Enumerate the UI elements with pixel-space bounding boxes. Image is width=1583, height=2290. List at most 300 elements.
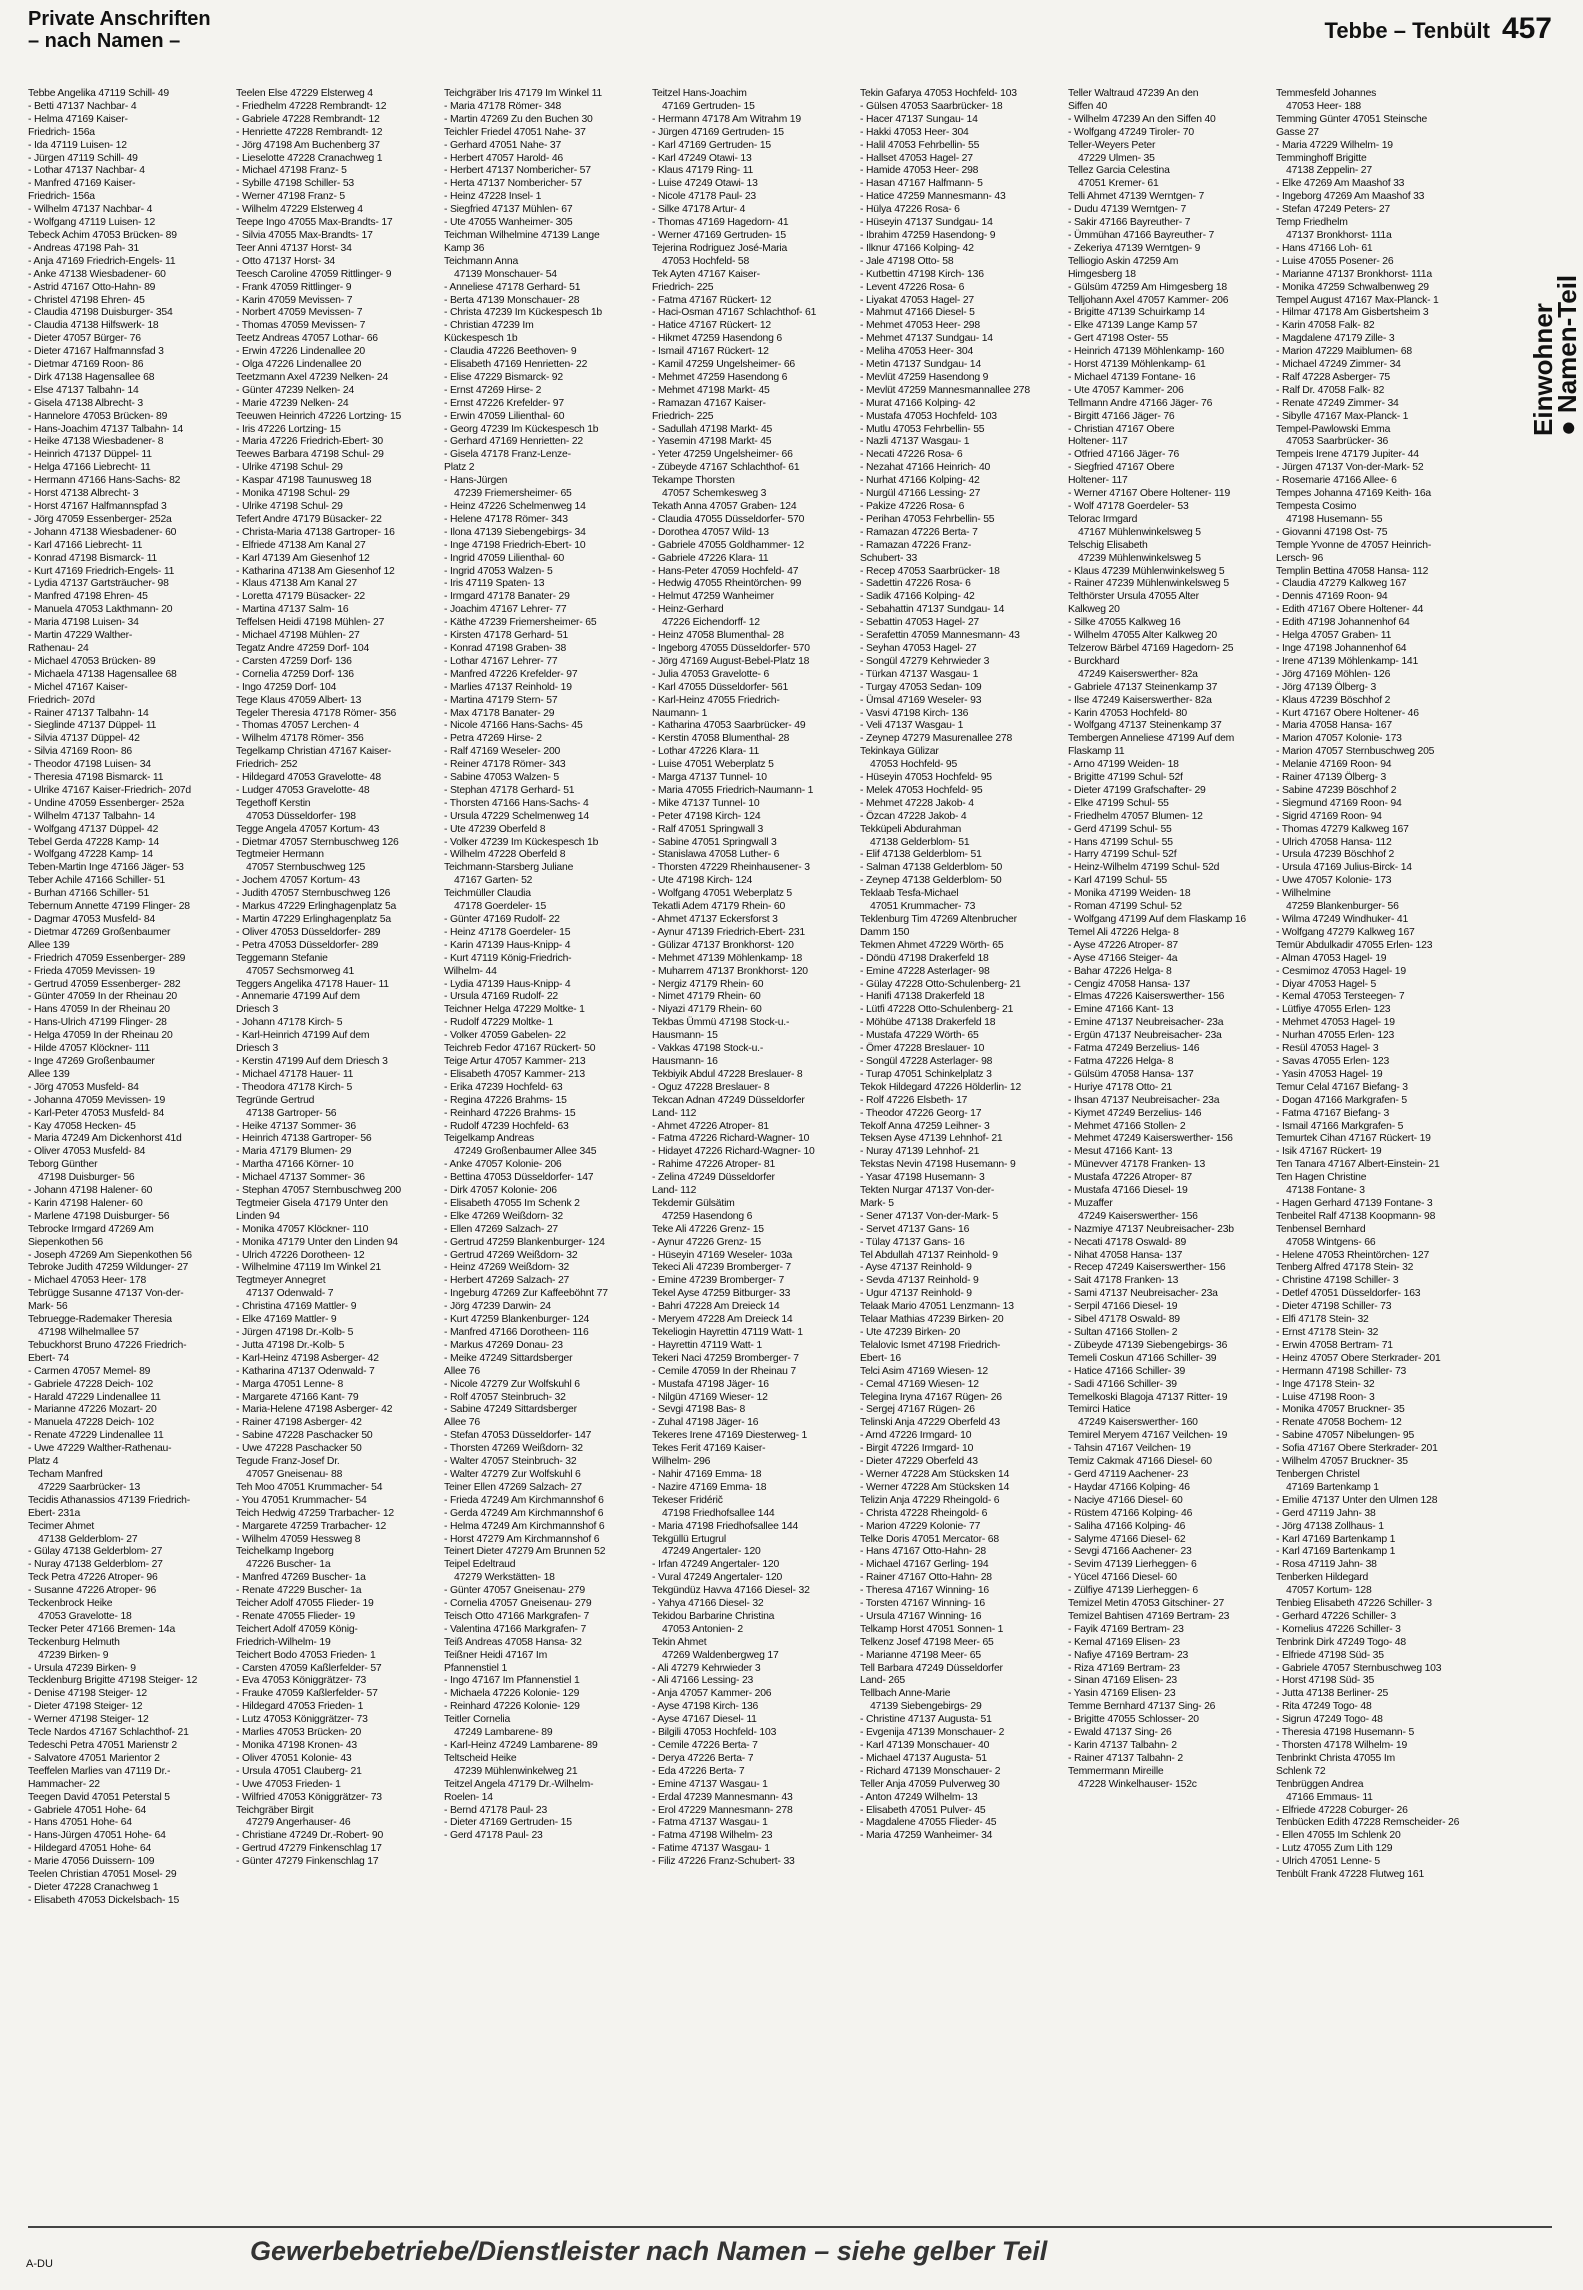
directory-entry: Holtener- 117 [1068,475,1128,487]
directory-entry: - Nafiye 47169 Bertram- 23 [1068,1649,1189,1661]
directory-entry: - Wilhelmine 47119 Im Winkel 21 [236,1262,381,1274]
directory-entry: - Klaus 47179 Ring- 11 [652,165,754,177]
directory-entry: - Ömer 47228 Breslauer- 10 [860,1043,985,1055]
directory-entry: - Michaela 47226 Kolonie- 129 [444,1688,580,1700]
directory-entry: - Cornelia 47057 Gneisenau- 279 [444,1598,592,1610]
directory-entry: - Maria 47198 Luisen- 34 [28,617,139,629]
directory-entry: Tekath Anna 47057 Graben- 124 [652,501,797,512]
directory-entry: - Eva 47053 Königgrätzer- 73 [236,1675,367,1687]
directory-entry: Tempeis Irene 47179 Jupiter- 44 [1276,449,1419,461]
directory-entry: - Ulrike 47198 Schul- 29 [236,462,343,474]
directory-entry: Tekküpeli Abdurahman [860,823,962,835]
directory-entry: - Stephan 47057 Sternbuschweg 200 [236,1185,401,1197]
directory-entry: - Michael 47053 Heer- 178 [28,1275,147,1287]
directory-entry: - Hildegard 47051 Hohe- 64 [28,1843,152,1855]
directory-entry: Tenbergen Christel [1276,1468,1360,1480]
directory-entry: - Mehmet 47228 Jakob- 4 [860,797,974,809]
directory-entry: Tekeci Ali 47239 Bromberger- 7 [652,1262,791,1274]
directory-entry: - Eda 47226 Berta- 7 [652,1765,745,1777]
directory-entry: - Sadullah 47198 Markt- 45 [652,423,773,435]
directory-entry: - Songül 47279 Kehrwieder 3 [860,655,990,667]
directory-entry: - Maria-Helene 47198 Asberger- 42 [236,1404,393,1416]
directory-entry: - Hanifi 47138 Drakerfeld 18 [860,991,985,1003]
directory-entry: - Erol 47229 Mannesmann- 278 [652,1804,793,1816]
directory-entry: - Nicole 47178 Paul- 23 [652,191,756,203]
directory-entry: - Betti 47137 Nachbar- 4 [28,100,137,112]
directory-entry: Teller Anja 47059 Pulverweg 30 [860,1778,1000,1790]
directory-entry: - Erika 47239 Hochfeld- 63 [444,1081,563,1093]
directory-entry: Tempesta Cosimo [1276,501,1357,512]
directory-entry: - Tahsin 47167 Veilchen- 19 [1068,1443,1191,1455]
directory-entry: Tekmen Ahmet 47229 Wörth- 65 [860,939,1004,951]
directory-entry: - Dieter 47199 Grafschafter- 29 [1068,784,1206,796]
directory-entry: - Emilie 47137 Unter den Ulmen 128 [1276,1494,1438,1506]
directory-entry: Teck Petra 47226 Atroper- 96 [28,1572,158,1584]
directory-entry: Tembergen Anneliese 47199 Auf dem [1068,733,1235,745]
directory-entry: Tecidis Athanassios 47139 Friedrich- [28,1494,191,1506]
directory-entry: Teegen David 47051 Peterstal 5 [28,1791,170,1803]
directory-entry: - Stefan 47053 Düsseldorfer- 147 [444,1430,592,1442]
directory-entry: - Sait 47178 Franken- 13 [1068,1275,1179,1287]
directory-entry: Tekeliogin Hayrettin 47119 Watt- 1 [652,1327,803,1338]
directory-entry: - Nimet 47179 Rhein- 60 [652,991,761,1003]
directory-entry: Tejerina Rodriguez José-Maria [652,242,788,254]
directory-entry: - Martina 47179 Stern- 57 [444,694,558,706]
directory-entry: - Werner 47167 Obere Holtener- 119 [1068,488,1231,500]
directory-entry: - Fatma 47198 Wilhelm- 23 [652,1830,773,1842]
directory-entry: 47269 Waldenbergweg 17 [662,1649,779,1661]
directory-entry: - Klaus 47138 Am Kanal 27 [236,578,357,590]
directory-entry: - Resül 47053 Hagel- 3 [1276,1043,1379,1055]
directory-entry: Temur Celal 47167 Biefang- 3 [1276,1081,1408,1093]
directory-entry: - Recep 47249 Kaiserswerther- 156 [1068,1262,1226,1274]
directory-entry: - Rainer 47137 Talbahn- 14 [28,707,149,719]
directory-entry: - Dogan 47166 Markgrafen- 5 [1276,1094,1407,1106]
directory-entry: - Liyakat 47053 Hagel- 27 [860,294,974,306]
directory-entry: - Rita 47249 Togo- 48 [1276,1701,1372,1713]
directory-entry: - Torsten 47167 Winning- 16 [860,1598,985,1610]
directory-entry: - Siegmund 47169 Roon- 94 [1276,797,1402,809]
directory-entry: Teichmann Anna [444,255,519,267]
directory-entry: - Rainer 47198 Asberger- 42 [236,1417,362,1429]
directory-entry: - Zülfiye 47139 Lierheggen- 6 [1068,1585,1198,1597]
directory-entry: - Ursula 47229 Schelmenweg 14 [444,810,589,822]
directory-entry: - Cornelia 47259 Dorf- 136 [236,668,354,680]
directory-entry: - Yasin 47169 Elisen- 23 [1068,1688,1176,1700]
directory-entry: - Henriette 47228 Rembrandt- 12 [236,126,383,138]
directory-entry: Temirel Meryem 47167 Veilchen- 19 [1068,1430,1228,1442]
directory-entry: - Melek 47053 Hochfeld- 95 [860,784,983,796]
directory-entry: 47139 Siebengebirgs- 29 [870,1701,982,1713]
directory-entry: Temizel Metin 47053 Gitschiner- 27 [1068,1598,1225,1610]
directory-entry: - Günter 47279 Finkenschlag 17 [236,1856,379,1868]
directory-entry: - Nahir 47169 Emma- 18 [652,1468,762,1480]
directory-entry: - Özcan 47228 Jakob- 4 [860,810,967,822]
directory-entry: - Stanislawa 47058 Luther- 6 [652,849,780,861]
directory-entry: - Monika 47198 Schul- 29 [236,488,350,500]
directory-entry: - Filiz 47226 Franz-Schubert- 33 [652,1856,795,1868]
directory-entry: - Bahar 47226 Helga- 8 [1068,965,1172,977]
directory-entry: - Irfan 47249 Angertaler- 120 [652,1559,780,1571]
directory-entry: - Gerhard 47169 Henrietten- 22 [444,436,583,448]
directory-entry: - Rainer 47139 Ölberg- 3 [1276,772,1387,784]
directory-entry: - Kemal 47169 Elisen- 23 [1068,1636,1180,1648]
directory-entry: - Muharrem 47137 Bronkhorst- 120 [652,965,808,977]
directory-entry: - Hasan 47167 Halfmann- 5 [860,178,983,190]
directory-entry: 47139 Monschauer- 54 [454,268,557,280]
directory-entry: - Cemal 47169 Wiesen- 12 [860,1378,979,1390]
directory-entry: - Wilhelm 47229 Elsterweg 4 [236,204,363,216]
directory-entry: - Hagen Gerhard 47139 Fontane- 3 [1276,1197,1433,1209]
directory-entry: - Elisabeth 47169 Henrietten- 22 [444,359,588,371]
directory-entry: 47239 Birken- 9 [38,1649,109,1661]
directory-entry: 47229 Ulmen- 35 [1078,152,1155,164]
directory-entry: - Theodor 47226 Georg- 17 [860,1107,982,1119]
directory-entry: - Martin 47229 Erlinghagenplatz 5a [236,914,391,925]
directory-entry: - Ernst 47269 Hirse- 2 [444,384,542,396]
directory-entry: - Irene 47139 Möhlenkamp- 141 [1276,655,1419,667]
directory-entry: - Katharina 47138 Am Giesenhof 12 [236,565,395,577]
directory-entry: - Magdalene 47055 Flieder- 45 [860,1817,997,1829]
directory-entry: - Friedhelm 47057 Blumen- 12 [1068,810,1203,822]
directory-entry: - Hamide 47053 Heer- 298 [860,165,979,177]
directory-entry: Tempes Johanna 47169 Keith- 16a [1276,488,1431,500]
directory-entry: Damm 150 [860,926,910,938]
directory-entry: 47178 Goerdeler- 15 [454,901,547,913]
directory-column-7 [1276,88,1476,2228]
directory-entry: - Sabine 47228 Paschacker 50 [236,1430,373,1442]
directory-entry: Temür Abdulkadir 47055 Erlen- 123 [1276,939,1433,951]
directory-entry: Tenbrink Dirk 47249 Togo- 48 [1276,1636,1406,1648]
directory-entry: - Kamil 47259 Ungelsheimer- 66 [652,359,796,371]
directory-entry: - Halil 47053 Fehrbellin- 55 [860,139,980,151]
directory-entry: - Werner 47198 Franz- 5 [236,191,345,203]
directory-entry: Teinert Dieter 47279 Am Brunnen 52 [444,1546,606,1558]
directory-entry: - Zeynep 47279 Masurenallee 278 [860,733,1013,745]
directory-entry: 47057 Sternbuschweg 125 [246,862,366,874]
directory-entry: - Wilma 47249 Windhuker- 41 [1276,914,1409,925]
directory-entry: - Michael 47178 Hauer- 11 [236,1068,354,1080]
directory-entry: - Karl 47199 Schul- 55 [1068,875,1167,887]
directory-entry: - Jörg 47138 Zollhaus- 1 [1276,1520,1384,1532]
directory-entry: Mark- 5 [860,1197,894,1209]
directory-entry: - Sabine 47053 Walzen- 5 [444,772,559,784]
directory-entry: - Lutz 47055 Zum Lith 129 [1276,1843,1393,1855]
directory-entry: - Hakki 47053 Heer- 304 [860,126,969,138]
directory-entry: - Ihsan 47137 Neubreisacher- 23a [1068,1094,1220,1106]
directory-entry: - Ute 47198 Kirch- 124 [652,875,753,887]
directory-entry: - Thorsten 47229 Rheinhausener- 3 [652,862,810,874]
directory-entry: - Elke 47169 Mattler- 9 [236,1314,337,1326]
directory-entry: - Pakize 47226 Rosa- 6 [860,501,965,512]
directory-entry: - Renate 47249 Zimmer- 34 [1276,397,1399,409]
directory-entry: - Elfriede 47138 Am Kanal 27 [236,539,366,551]
directory-entry: - Yücel 47166 Diesel- 60 [1068,1572,1177,1584]
directory-entry: - Nuray 47139 Lehnhof- 21 [860,1146,980,1158]
directory-entry: - Serpil 47166 Diesel- 19 [1068,1301,1178,1313]
directory-entry: Tegtmeier Hermann [236,849,324,861]
directory-entry: Tefert Andre 47179 Büsacker- 22 [236,513,382,525]
directory-entry: - Carsten 47259 Dorf- 136 [236,655,352,667]
directory-entry: - Renate 47229 Buscher- 1a [236,1585,362,1597]
directory-entry: - Ernst 47226 Krefelder- 97 [444,397,564,409]
directory-entry: - Katharina 47053 Saarbrücker- 49 [652,720,806,732]
directory-entry: - Sybille 47198 Schiller- 53 [236,178,354,190]
directory-entry: Tegtmeyer Annegret [236,1275,326,1287]
directory-entry: - Thorsten 47178 Wilhelm- 19 [1276,1740,1408,1751]
directory-entry: Teelen Else 47229 Elsterweg 4 [236,88,373,99]
directory-entry: - Ahmet 47226 Atroper- 81 [652,1120,769,1132]
directory-entry: - Katharina 47137 Odenwald- 7 [236,1365,375,1377]
directory-entry: - Mevlüt 47259 Hasendong 9 [860,371,989,383]
directory-entry: Tegeler Theresia 47178 Römer- 356 [236,707,397,719]
directory-entry: - Wolfgang 47137 Steinenkamp 37 [1068,720,1222,732]
directory-entry: Teggers Angelika 47178 Hauer- 11 [236,978,389,990]
directory-entry: - Wilhelm 47228 Oberfeld 8 [444,849,566,861]
directory-entry: - Fatma 47167 Rückert- 12 [652,294,772,306]
directory-entry: - Helga 47057 Graben- 11 [1276,630,1392,642]
directory-entry: - Ellen 47055 Im Schlenk 20 [1276,1830,1401,1842]
directory-entry: - Gabriele 47057 Sternbuschweg 103 [1276,1662,1442,1674]
directory-entry: Teisch Otto 47166 Markgrafen- 7 [444,1610,590,1622]
directory-entry: - Max 47178 Banater- 29 [444,707,555,719]
directory-entry: - Gülsüm 47058 Hansa- 137 [1068,1068,1194,1080]
directory-entry: - Horst 47167 Halfmannspfad 3 [28,501,167,512]
directory-entry: - Rolf 47226 Elsbeth- 17 [860,1094,968,1106]
directory-entry: - Gisela 47178 Franz-Lenze- [444,449,571,461]
directory-entry: Temminghoff Brigitte [1276,152,1367,164]
directory-entry: - Dieter 47169 Gertruden- 15 [444,1817,572,1829]
directory-entry: 47051 Kremer- 61 [1078,178,1159,190]
directory-entry: - Theresia 47198 Husemann- 5 [1276,1727,1415,1739]
directory-entry: - Wilhelm 47178 Römer- 356 [236,733,364,745]
directory-entry: 47138 Zeppelin- 27 [1286,165,1372,177]
directory-entry: - Iris 47119 Spaten- 13 [444,578,545,590]
directory-entry: - Mehmet 47053 Heer- 298 [860,320,980,332]
directory-entry: - Sadettin 47226 Rosa- 6 [860,578,971,590]
directory-entry: Tegründe Gertrud [236,1094,315,1106]
directory-entry: - Theodor 47198 Luisen- 34 [28,759,151,771]
directory-entry: - Meliha 47053 Heer- 304 [860,346,974,358]
page-header-left [28,8,211,52]
directory-entry: - Riza 47169 Bertram- 23 [1068,1662,1180,1674]
directory-entry: Tekampe Thorsten [652,475,735,487]
directory-entry: - Mehmet 47139 Möhlenkamp- 18 [652,952,803,964]
directory-entry: - Fatma 47137 Wasgau- 1 [652,1817,768,1829]
directory-entry: - Gülizar 47137 Bronkhorst- 120 [652,939,794,951]
directory-entry: - Ayse 47166 Steiger- 4a [1068,952,1178,964]
directory-entry: 47239 Mühlenwinkelweg 21 [454,1765,578,1777]
directory-entry: - Karl-Heinz 47198 Asberger- 42 [236,1352,379,1364]
directory-entry: Friedrich- 207d [28,694,95,706]
directory-entry: - Karl 47169 Bartenkamp 1 [1276,1546,1396,1558]
directory-entry: Teitler Cornelia [444,1714,511,1726]
directory-entry: - Theresia 47198 Bismarck- 11 [28,772,164,784]
directory-entry: Telke Doris 47051 Mercator- 68 [860,1533,999,1545]
directory-entry: - Maria 47229 Wilhelm- 19 [1276,139,1393,151]
directory-entry: - Karin 47059 Mevissen- 7 [236,294,353,306]
directory-entry: - Levent 47226 Rosa- 6 [860,281,965,293]
directory-entry: - Nilgün 47169 Wieser- 12 [652,1391,768,1403]
directory-entry: - Christa 47228 Rheingold- 6 [860,1507,988,1519]
directory-entry: - Wilhelmine [1276,888,1331,900]
directory-entry: - Richard 47139 Monschauer- 2 [860,1765,1001,1777]
directory-entry: - Silvia 47055 Max-Brandts- 17 [236,229,373,241]
directory-entry: Teipel Edeltraud [444,1559,516,1571]
directory-entry: Tekeri Naci 47259 Bromberger- 7 [652,1352,799,1364]
directory-entry: - Norbert 47059 Mevissen- 7 [236,307,363,319]
directory-entry: - Dieter 47057 Bürger- 76 [28,333,141,345]
directory-entry: - Jürgen 47119 Schill- 49 [28,152,138,164]
directory-entry: - Horst 47139 Möhlenkamp- 61 [1068,359,1206,371]
directory-entry: - Emine 47137 Neubreisacher- 23a [1068,1017,1224,1029]
directory-entry: Telkenz Josef 47198 Meer- 65 [860,1636,994,1648]
directory-entry: - Wolfgang 47249 Tiroler- 70 [1068,126,1194,138]
directory-entry: Teichert Adolf 47059 König- [236,1623,358,1635]
directory-entry: Telizin Anja 47229 Rheingold- 6 [860,1494,1000,1506]
directory-entry: Himgesberg 18 [1068,268,1136,280]
directory-entry: - Dagmar 47053 Musfeld- 84 [28,914,156,925]
directory-entry: 47239 Mühlenwinkelsweg 5 [1078,552,1201,564]
sidebar-line-1: Einwohner [1528,303,1558,436]
directory-entry: Tekgündüz Havva 47166 Diesel- 32 [652,1585,810,1597]
directory-entry: - Erwin 47226 Lindenallee 20 [236,346,365,358]
directory-entry: - Ulrike 47167 Kaiser-Friedrich- 207d [28,784,191,796]
directory-entry: - Elif 47138 Gelderblom- 51 [860,849,982,861]
directory-entry: - Meike 47249 Sittardsberger [444,1352,573,1364]
directory-entry: - Michael 47198 Franz- 5 [236,165,347,177]
directory-entry: - Julia 47053 Gravelotte- 6 [652,668,770,680]
directory-entry: Teicher Adolf 47055 Flieder- 19 [236,1598,374,1610]
directory-entry: Tegude Franz-Josef Dr. [236,1456,340,1468]
directory-entry: - Gabriele 47228 Deich- 102 [28,1378,154,1390]
directory-entry: - Hermann 47198 Schiller- 73 [1276,1365,1407,1377]
directory-entry: - Uwe 47229 Walther-Rathenau- [28,1443,172,1455]
directory-entry: 47053 Düsseldorfer- 198 [246,810,356,822]
directory-entry: - Martina 47137 Salm- 16 [236,604,349,616]
directory-entry: Teetzmann Axel 47239 Nelken- 24 [236,371,389,383]
directory-entry: 47279 Werkstätten- 18 [454,1572,555,1584]
directory-entry: - Tülay 47137 Gans- 16 [860,1236,965,1248]
directory-entry: - Kurt 47169 Friedrich-Engels- 11 [28,565,175,577]
directory-entry: - Ali 47166 Lessing- 23 [652,1675,754,1687]
directory-entry: - Mike 47137 Tunnel- 10 [652,797,760,809]
directory-entry: - Margarete 47259 Trarbacher- 12 [236,1520,387,1532]
directory-entry: - Bilgili 47053 Hochfeld- 103 [652,1727,777,1739]
directory-entry: - Heike 47138 Wiesbadener- 8 [28,436,164,448]
directory-entry: - Ilona 47139 Siebengebirgs- 34 [444,526,586,538]
directory-entry: - Claudia 47279 Kalkweg 167 [1276,578,1407,590]
directory-entry: - Claudia 47055 Düsseldorfer- 570 [652,513,805,525]
directory-entry: - Lydia 47139 Haus-Knipp- 4 [444,978,571,990]
directory-entry: - Lütfi 47228 Otto-Schulenberg- 21 [860,1004,1014,1016]
directory-entry: - Gerhard 47226 Schiller- 3 [1276,1610,1396,1622]
name-range: Tebbe – Tenbült [1324,18,1490,43]
directory-entry: - Christa-Maria 47138 Gartroper- 16 [236,526,395,538]
directory-entry: 47279 Angerhauser- 46 [246,1817,351,1829]
directory-entry: - Veli 47137 Wasgau- 1 [860,720,964,732]
directory-entry: - Emine 47137 Wasgau- 1 [652,1778,768,1790]
directory-entry: - Elisabeth 47053 Dickelsbach- 15 [28,1894,180,1906]
directory-entry: - Brigitte 47199 Schul- 52f [1068,772,1183,784]
directory-column-3 [444,88,644,2228]
directory-entry: Kamp 36 [444,242,485,254]
directory-entry: - Siegfried 47137 Mühlen- 67 [444,204,573,216]
directory-entry: - Mevlüt 47259 Mannesmannallee 278 [860,384,1030,396]
directory-entry: - Mehmet 47166 Stollen- 2 [1068,1120,1186,1132]
directory-entry: - Olga 47226 Lindenallee 20 [236,359,362,371]
directory-entry: - Hilmar 47178 Am Gisbertsheim 3 [1276,307,1429,319]
directory-entry: - Heinz-Wilhelm 47199 Schul- 52d [1068,862,1220,874]
directory-entry: - Elisabeth 47055 Im Schenk 2 [444,1197,580,1209]
directory-entry: - Gülsüm 47259 Am Himgesberg 18 [1068,281,1227,293]
directory-entry: Hausmann- 15 [652,1030,718,1042]
directory-entry: - Evgenija 47139 Monschauer- 2 [860,1727,1005,1739]
directory-entry: - Sevim 47139 Lierheggen- 6 [1068,1559,1197,1571]
directory-entry: Teichmann-Starsberg Juliane [444,862,574,874]
directory-entry: - Rainer 47239 Mühlenwinkelsweg 5 [1068,578,1229,590]
directory-entry: - Maria 47249 Am Dickenhorst 41d [28,1133,182,1145]
directory-entry: - Birgit 47226 Irmgard- 10 [860,1443,974,1455]
directory-entry: Tekdemir Gülsätim [652,1197,735,1209]
directory-entry: - Mustafa 47166 Diesel- 19 [1068,1185,1188,1197]
directory-entry: - Inge 47198 Friedrich-Ebert- 10 [444,539,586,551]
directory-entry: - Fatma 47226 Richard-Wagner- 10 [652,1133,810,1145]
directory-entry: - Werner 47198 Steiger- 12 [28,1714,149,1726]
directory-entry: - Christian 47239 Im [444,320,534,332]
directory-entry: - Haydar 47166 Kolping- 46 [1068,1481,1190,1493]
directory-entry: - Marion 47229 Maiblumen- 68 [1276,346,1412,358]
directory-entry: - Karl-Heinz 47249 Lambarene- 89 [444,1740,598,1751]
directory-entry: - Claudia 47138 Hilfswerk- 18 [28,320,159,332]
directory-entry: - Mustafa 47198 Jäger- 16 [652,1378,769,1390]
directory-entry: - Anja 47169 Friedrich-Engels- 11 [28,255,176,267]
directory-entry: Telinski Anja 47229 Oberfeld 43 [860,1417,1000,1429]
directory-entry: - Ursula 47239 Birken- 9 [28,1662,136,1674]
directory-entry: - Servet 47137 Gans- 16 [860,1223,970,1235]
directory-entry: Siffen 40 [1068,100,1108,112]
directory-entry: 47239 Friemersheimer- 65 [454,488,572,500]
directory-entry: - Friedhelm 47228 Rembrandt- 12 [236,100,387,112]
directory-entry: Teepe Ingo 47055 Max-Brandts- 17 [236,217,393,229]
directory-entry: Tekinkaya Gülizar [860,746,939,758]
directory-entry: Schlenk 72 [1276,1765,1326,1777]
directory-entry: - Rudolf 47239 Hochfeld- 63 [444,1120,569,1132]
directory-entry: Temp Friedhelm [1276,217,1348,229]
directory-entry: Tebuckhorst Bruno 47226 Friedrich- [28,1339,187,1351]
directory-entry: - Elke 47139 Lange Kamp 57 [1068,320,1198,332]
directory-entry: Teh Moo 47051 Krummacher- 54 [236,1481,383,1493]
directory-entry: - Gertrud 47059 Essenberger- 282 [28,978,181,990]
directory-entry: - Oliver 47051 Kolonie- 43 [236,1752,352,1764]
directory-entry: - Ralf Dr. 47058 Falk- 82 [1276,384,1385,396]
directory-entry: - Alman 47053 Hagel- 19 [1276,952,1387,964]
directory-entry: - Ümmühan 47166 Bayreuther- 7 [1068,229,1215,241]
directory-entry: - Sabine 47051 Springwall 3 [652,836,777,848]
directory-entry: - Silvia 47137 Düppel- 42 [28,733,140,745]
directory-entry: - Elfriede 47228 Coburger- 26 [1276,1804,1408,1816]
directory-entry: - Uwe 47228 Paschacker 50 [236,1443,362,1455]
directory-entry: Teichert Bodo 47053 Frieden- 1 [236,1649,376,1661]
directory-entry: - Ulrich 47226 Dorotheen- 12 [236,1249,365,1261]
directory-entry: - Kerstin 47199 Auf dem Driesch 3 [236,1055,388,1067]
directory-entry: - Dirk 47138 Hagensallee 68 [28,371,155,383]
directory-entry: - Sevgi 47198 Bas- 8 [652,1404,746,1416]
directory-entry: Friedrich- 225 [652,281,714,293]
directory-entry: - Hüseyin 47169 Weseler- 103a [652,1249,793,1261]
directory-entry: - Dietmar 47169 Roon- 86 [28,359,144,371]
directory-entry: - Regina 47226 Brahms- 15 [444,1094,567,1106]
